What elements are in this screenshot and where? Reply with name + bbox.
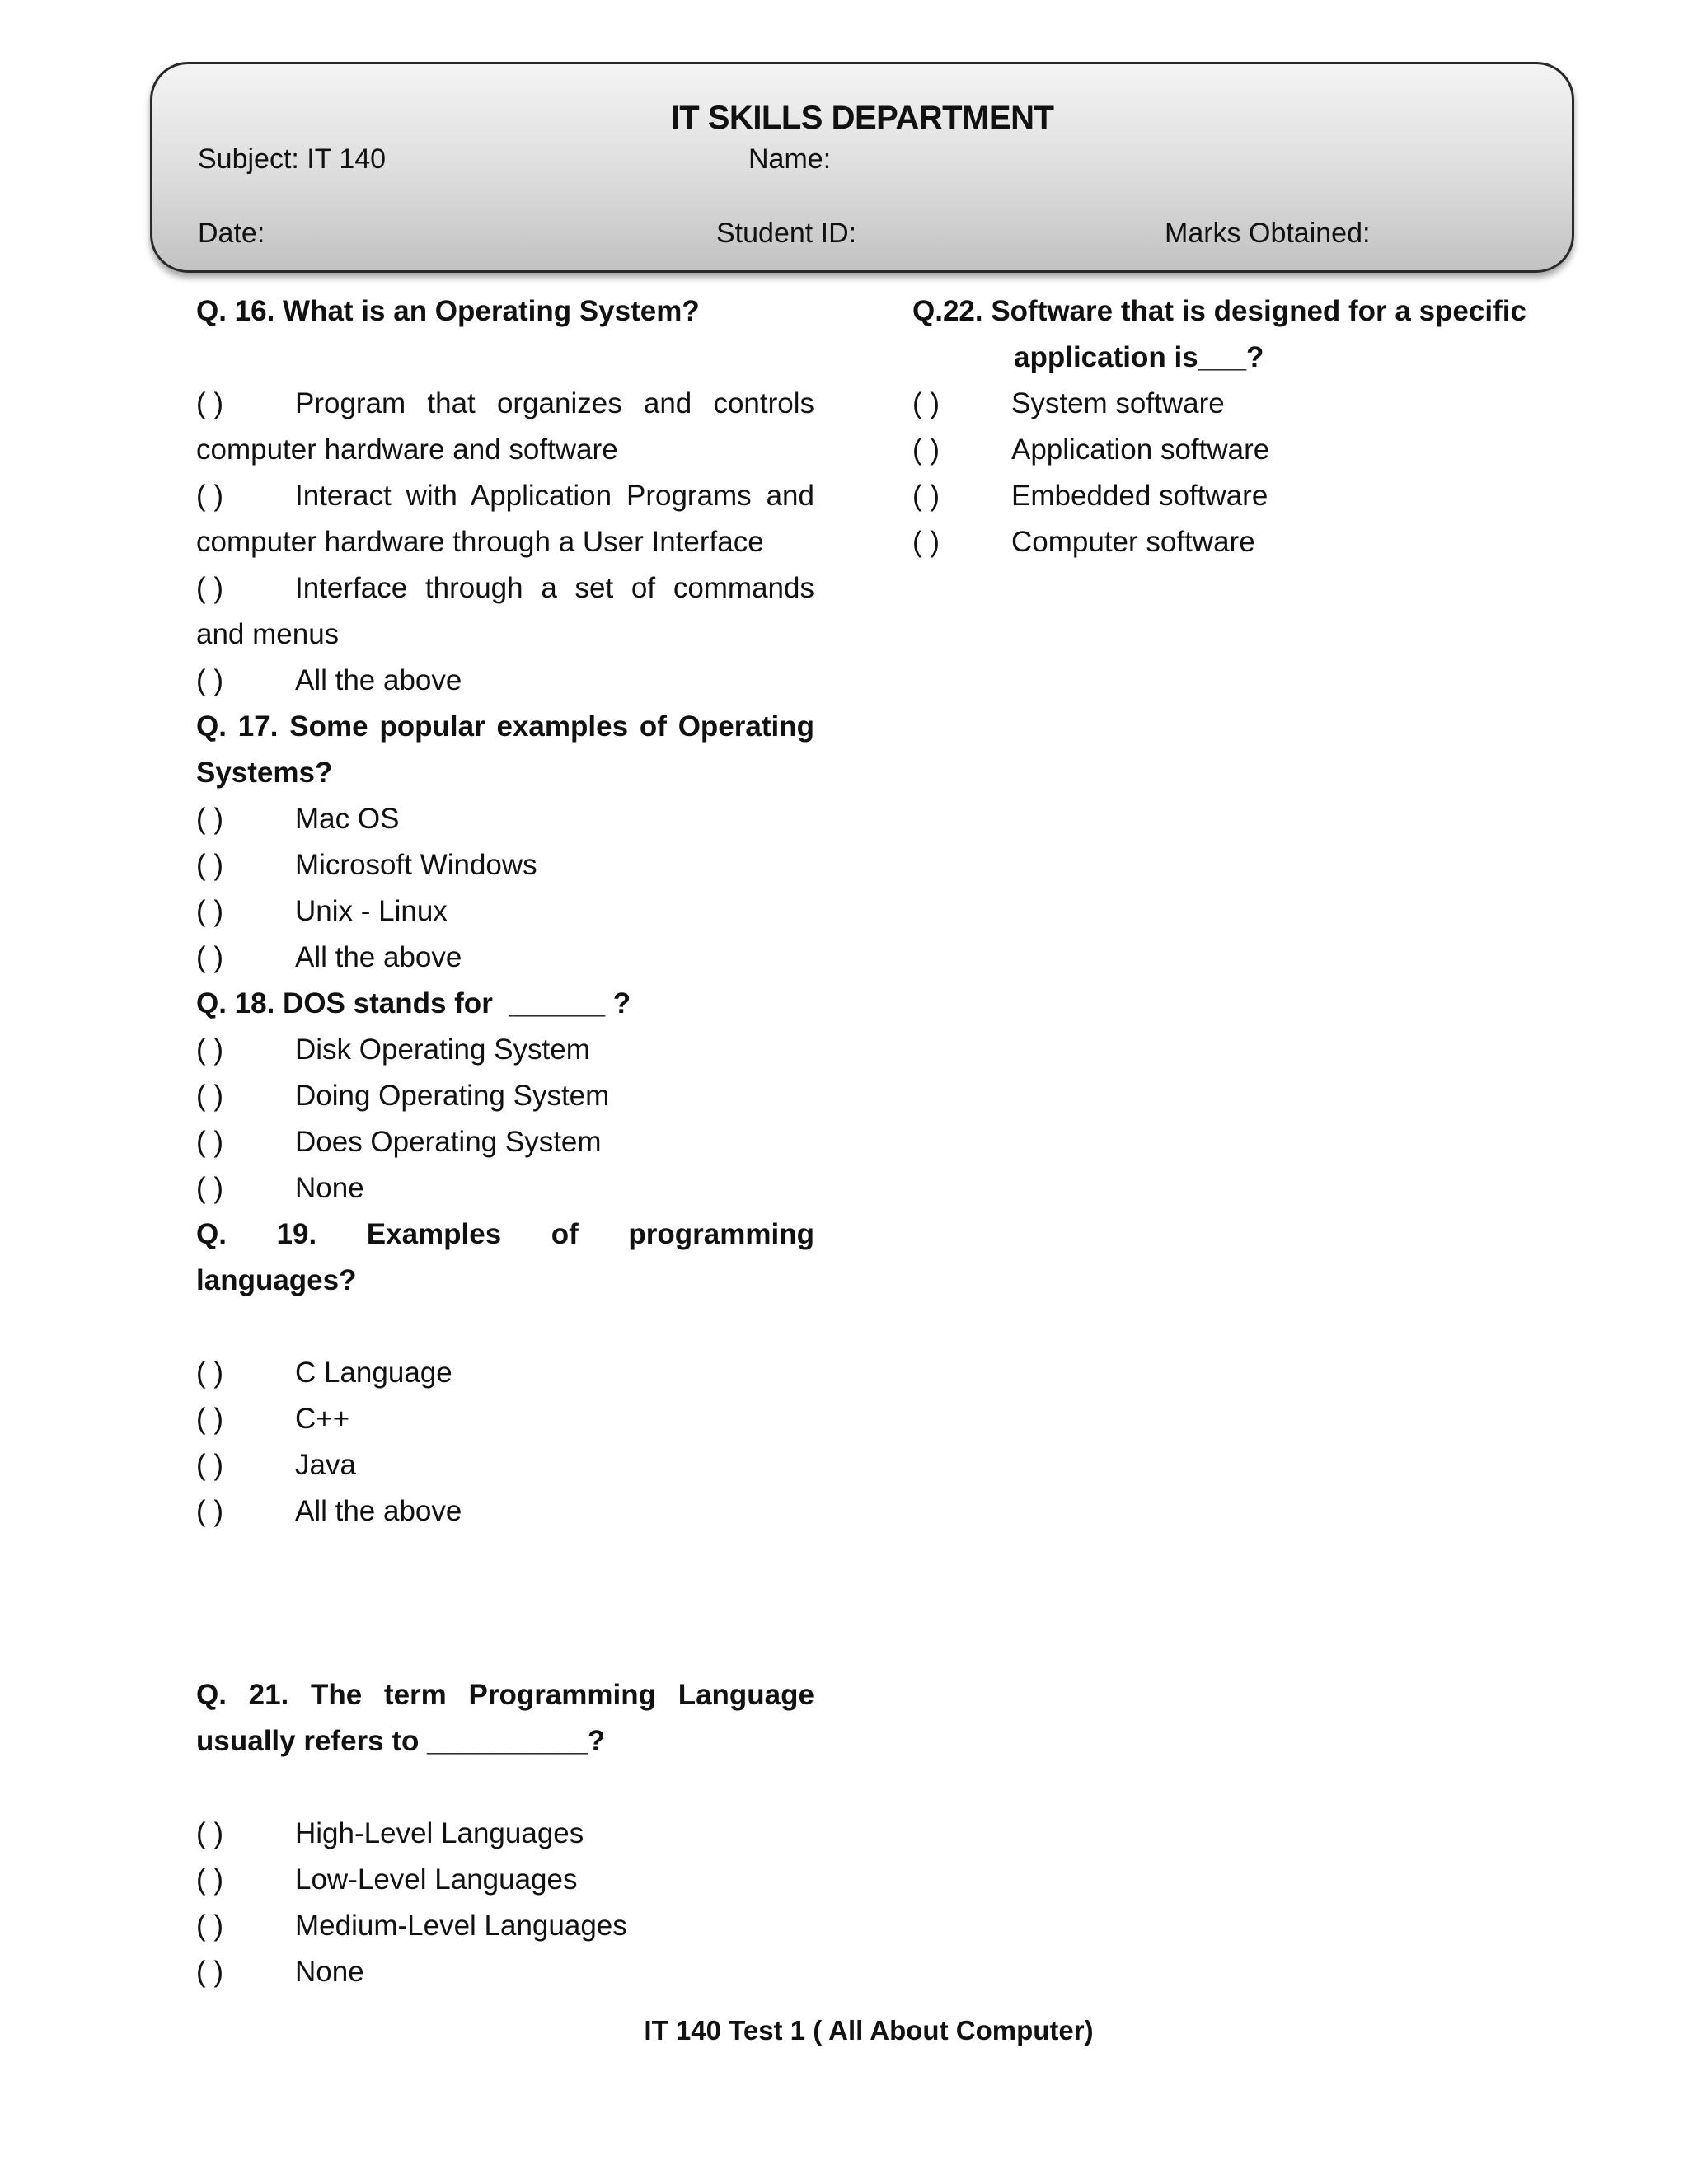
question-17-option: [196, 935, 814, 981]
question-21-option: [196, 1949, 814, 1995]
option-label: Unix - Linux: [295, 895, 448, 927]
question-16-option: [196, 473, 814, 565]
question-18-option: [196, 1119, 814, 1165]
question-17-option: [196, 842, 814, 888]
option-label: All the above: [295, 941, 462, 973]
option-label: C++: [295, 1403, 350, 1435]
option-checkbox[interactable]: ( ): [196, 387, 224, 419]
question-19-option: [196, 1396, 814, 1442]
option-label: C Language: [295, 1357, 452, 1389]
option-label: Application software: [1011, 434, 1270, 466]
option-checkbox[interactable]: ( ): [196, 941, 224, 973]
option-label: None: [295, 1172, 364, 1204]
question-17-title: Q. 17. Some popular examples of Operating Systems?: [196, 710, 814, 789]
option-label: All the above: [295, 1495, 462, 1527]
question-21-option: [196, 1857, 814, 1903]
question-17-option: [196, 796, 814, 842]
option-label: Embedded software: [1011, 480, 1268, 512]
option-label: Medium-Level Languages: [295, 1910, 627, 1942]
option-checkbox[interactable]: ( ): [196, 1172, 224, 1204]
option-label: Program that organizes and controls computer hardware and software: [196, 387, 814, 466]
option-checkbox[interactable]: ( ): [196, 1357, 224, 1389]
option-checkbox[interactable]: ( ): [196, 803, 224, 835]
option-label: High-Level Languages: [295, 1817, 584, 1849]
option-label: None: [295, 1956, 364, 1988]
subject-field: Subject: IT 140: [198, 143, 387, 175]
option-checkbox[interactable]: ( ): [196, 1863, 224, 1896]
question-22-title-line2: application is___?: [1014, 341, 1264, 373]
option-label: All the above: [295, 664, 462, 696]
page-footer: IT 140 Test 1 ( All About Computer): [644, 2015, 1094, 2046]
option-checkbox[interactable]: ( ): [912, 387, 940, 419]
option-label: Computer software: [1011, 526, 1255, 558]
option-checkbox[interactable]: ( ): [196, 849, 224, 881]
option-checkbox[interactable]: ( ): [196, 1080, 224, 1112]
marks-obtained-field: Marks Obtained:: [1165, 218, 1371, 249]
question-16-option: [196, 565, 814, 658]
option-checkbox[interactable]: ( ): [196, 1495, 224, 1527]
question-22-option: [912, 381, 1555, 427]
option-label: Doing Operating System: [295, 1080, 610, 1112]
question-21-option: [196, 1903, 814, 1949]
student-id-field: Student ID:: [716, 218, 857, 249]
question-22-title-line1: Q.22. Software that is designed for a specific: [912, 295, 1526, 327]
option-checkbox[interactable]: ( ): [912, 526, 940, 558]
question-18-option: [196, 1073, 814, 1119]
option-checkbox[interactable]: ( ): [196, 1910, 224, 1942]
question-19-title: Q. 19. Examples of programming languages?: [196, 1218, 814, 1296]
question-16-title: Q. 16. What is an Operating System?: [196, 295, 700, 327]
option-label: System software: [1011, 387, 1225, 419]
name-field: Name:: [748, 143, 832, 175]
question-21-title: Q. 21. The term Programming Language usually refers to __________?: [196, 1679, 814, 1757]
option-label: Interface through a set of commands and menus: [196, 572, 814, 650]
option-checkbox[interactable]: ( ): [196, 1126, 224, 1158]
question-19-option: [196, 1350, 814, 1396]
option-label: Low-Level Languages: [295, 1863, 578, 1896]
option-checkbox[interactable]: ( ): [196, 1449, 224, 1481]
question-18-title: Q. 18. DOS stands for ______ ?: [196, 987, 631, 1019]
option-checkbox[interactable]: ( ): [196, 1956, 224, 1988]
option-label: Disk Operating System: [295, 1033, 590, 1066]
question-22-option: [912, 473, 1555, 519]
option-label: Interact with Application Programs and computer hardware through a User Interface: [196, 480, 814, 558]
question-19-option: [196, 1488, 814, 1535]
question-18-option: [196, 1027, 814, 1073]
option-label: Does Operating System: [295, 1126, 602, 1158]
question-18-option: [196, 1165, 814, 1212]
left-column: [196, 288, 814, 1995]
question-22-option: [912, 427, 1555, 473]
header-box: [150, 62, 1574, 273]
option-label: Java: [295, 1449, 356, 1481]
department-title: IT SKILLS DEPARTMENT: [670, 100, 1054, 136]
option-checkbox[interactable]: ( ): [196, 664, 224, 696]
right-column: [912, 288, 1555, 565]
option-checkbox[interactable]: ( ): [912, 480, 940, 512]
question-17-option: [196, 888, 814, 935]
option-checkbox[interactable]: ( ): [196, 480, 224, 512]
option-checkbox[interactable]: ( ): [196, 1403, 224, 1435]
option-checkbox[interactable]: ( ): [196, 895, 224, 927]
option-checkbox[interactable]: ( ): [196, 1817, 224, 1849]
question-19-option: [196, 1442, 814, 1488]
option-checkbox[interactable]: ( ): [196, 572, 224, 604]
option-label: Microsoft Windows: [295, 849, 537, 881]
option-checkbox[interactable]: ( ): [196, 1033, 224, 1066]
question-16-option: [196, 658, 814, 704]
date-field: Date:: [198, 218, 265, 249]
question-21-option: [196, 1811, 814, 1857]
option-label: Mac OS: [295, 803, 400, 835]
option-checkbox[interactable]: ( ): [912, 434, 940, 466]
question-22-option: [912, 519, 1555, 565]
question-16-option: [196, 381, 814, 473]
